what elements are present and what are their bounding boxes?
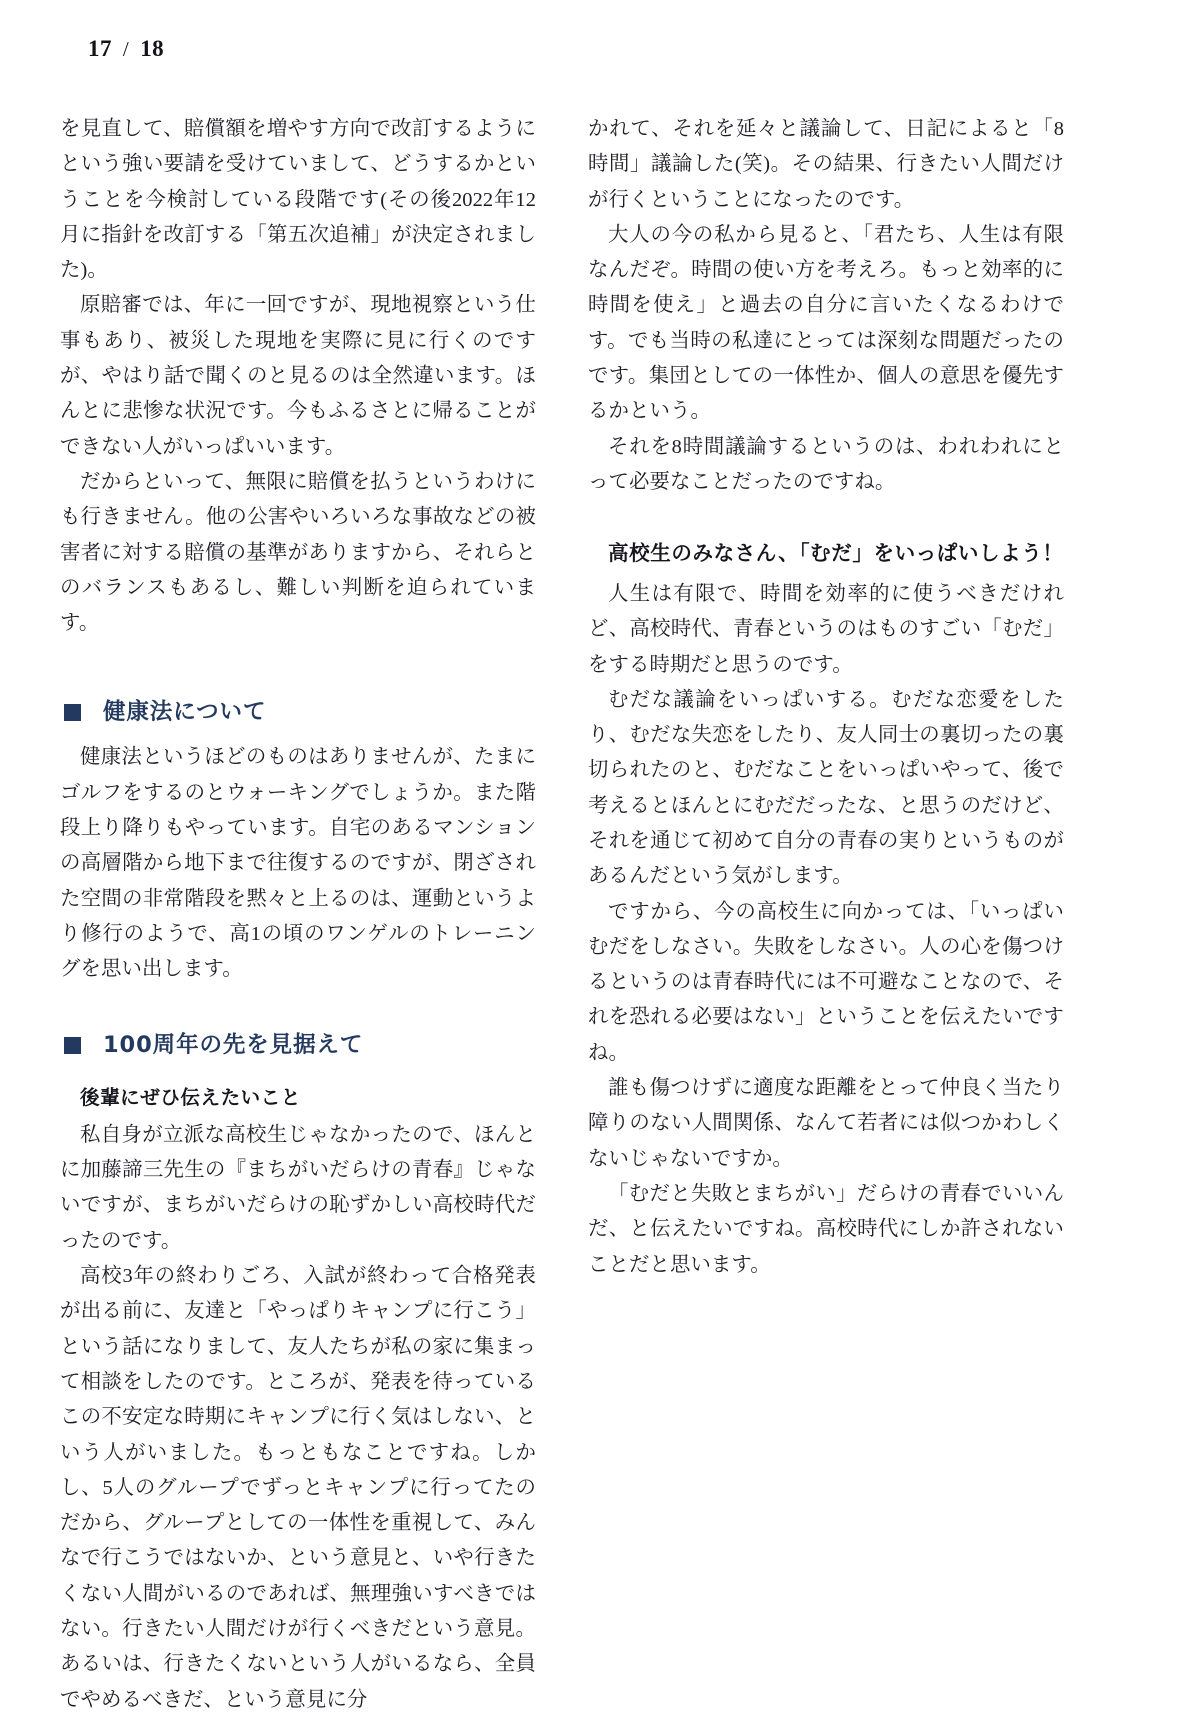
section-heading-label: 100周年の先を見据えて [103,1031,364,1058]
total-page-number: 18 [140,36,165,61]
paragraph: ですから、今の高校生に向かっては、「いっぱいむだをしなさい。失敗をしなさい。人の心を傷つけるというのは青春時代には不可避なことなので、それを恐れる必要はない」ということを伝えたいですね。 [588,900,1064,1064]
paragraph: かれて、それを延々と議論して、日記によると「8時間」議論した(笑)。その結果、行きたい人間だけが行くということになったのです。 [588,118,1064,211]
section-heading-label: 健康法について [103,699,267,726]
section-heading-100th-anniversary [64,1032,536,1059]
paragraph: それを8時間議論するというのは、われわれにとって必要なことだったのですね。 [588,435,1064,493]
sub-heading-message-to-juniors: 後輩にぜひ伝えたいこと [80,1085,301,1109]
paragraph: 原賠審では、年に一回ですが、現地視察という仕事もあり、被災した現地を実際に見に行くのですが、やはり話で聞くのと見るのは全然違います。ほんとに悲惨な状況です。今もふるさとに帰ることができない人がいっぱいいます。 [60,294,536,458]
paragraph: 「むだと失敗とまちがい」だらけの青春でいいんだ、と伝えたいですね。高校時代にしか許されないことだと思います。 [588,1182,1064,1276]
paragraph: 誰も傷つけずに適度な距離をとって仲良く当たり障りのない人間関係、なんて若者には似つかわしくないじゃないですか。 [588,1077,1064,1170]
right-column [588,112,1064,1718]
paragraph: 健康法というほどのものはありませんが、たまにゴルフをするのとウォーキングでしょうか。また階段上り降りもやっています。自宅のあるマンションの高層階から地下まで往復するのですが、閉ざされた空間の非常階段を黙々と上るのは、運動というより修行のようで、高1の頃のワンゲルのトレーニングを思い出します。 [60,746,536,981]
sub-heading-lets-do-useless-things: 高校生のみなさん、「むだ」をいっぱいしよう！ [608,541,1064,566]
page-separator: / [122,37,130,61]
paragraph: 人生は有限で、時間を効率的に使うべきだけれど、高校時代、青春というのはものすごい「むだ」をする時期だと思うのです。 [588,582,1064,676]
left-column [60,112,536,1718]
square-bullet-icon [64,704,81,721]
paragraph: 私自身が立派な高校生じゃなかったので、ほんとに加藤諦三先生の『まちがいだらけの青春』じゃないですが、まちがいだらけの恥ずかしい高校時代だったのです。 [60,1123,536,1252]
paragraph: 大人の今の私から見ると、「君たち、人生は有限なんだぞ。時間の使い方を考えろ。もっと効率的に時間を使え」と過去の自分に言いたくなるわけです。でも当時の私達にとっては深刻な問題だったのです。集団としての一体性か、個人の意思を優先するかという。 [588,223,1064,423]
paragraph: むだな議論をいっぱいする。むだな恋愛をしたり、むだな失恋をしたり、友人同士の裏切ったの裏切られたのと、むだなことをいっぱいやって、後で考えるとほんとにむだだったな、と思うのだけど、それを通じて初めて自分の青春の実りというものがあるんだという気がします。 [588,688,1064,888]
paragraph: を見直して、賠償額を増やす方向で改訂するようにという強い要請を受けていまして、どうするかということを今検討している段階です(その後2022年12月に指針を改訂する「第五次追補」が決定されました)。 [60,118,536,282]
section-heading-health-method [64,699,536,726]
current-page-number: 17 [88,36,112,61]
square-bullet-icon [64,1037,81,1054]
paragraph: 高校3年の終わりごろ、入試が終わって合格発表が出る前に、友達と「やっぱりキャンプに行こう」という話になりまして、友人たちが私の家に集まって相談をしたのです。ところが、発表を待っているこの不安定な時期にキャンプに行く気はしない、という人がいました。もっともなことですね。しかし、5人のグループでずっとキャンプに行ってたのだから、グループとしての一体性を重視して、みんなで行こうではないか、という意見と、いや行きたくない人間がいるのであれば、無理強いすべきではない。行きたい人間だけが行くべきだという意見。あるいは、行きたくないという人がいるなら、全員でやめるべきだ、という意見に分 [60,1265,536,1711]
page-number-header [88,36,164,62]
paragraph: だからといって、無限に賠償を払うというわけにも行きません。他の公害やいろいろな事故などの被害者に対する賠償の基準がありますから、それらとのバランスもあるし、難しい判断を迫られています。 [60,470,536,635]
article-columns [60,112,1132,1718]
